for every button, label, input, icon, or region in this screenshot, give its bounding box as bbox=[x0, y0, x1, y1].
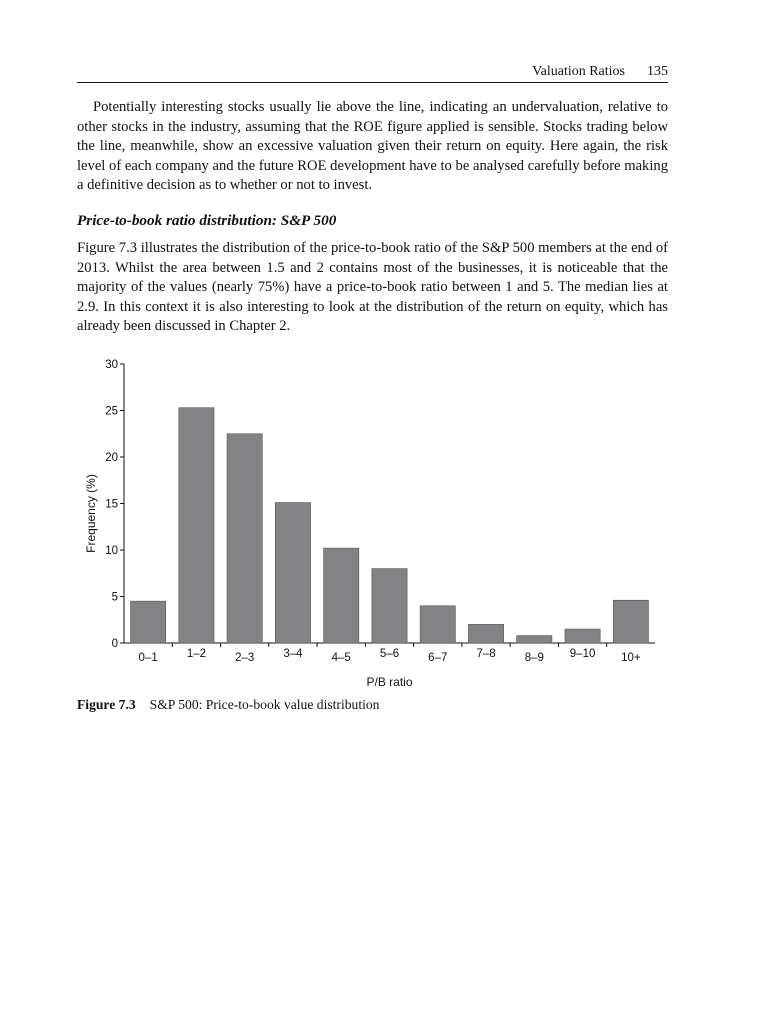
bar-3 bbox=[227, 434, 262, 643]
bar-10 bbox=[565, 629, 600, 643]
y-tick-label: 0 bbox=[111, 638, 118, 650]
x-tick-label: 2–3 bbox=[235, 652, 255, 664]
pb-ratio-bar-chart bbox=[80, 350, 670, 695]
section-heading: Price-to-book ratio distribution: S&P 500 bbox=[77, 212, 337, 229]
bar-4 bbox=[275, 503, 310, 643]
x-tick-label: 8–9 bbox=[524, 652, 544, 664]
bar-8 bbox=[468, 624, 503, 643]
page-number: 135 bbox=[647, 64, 668, 79]
x-tick-label: 1–2 bbox=[186, 648, 207, 660]
section-title: Valuation Ratios bbox=[532, 64, 625, 79]
x-tick-label: 9–10 bbox=[569, 648, 596, 660]
x-tick-label: 0–1 bbox=[138, 652, 158, 664]
y-tick-label: 25 bbox=[105, 405, 118, 418]
paragraph-2: Figure 7.3 illustrates the distribution of the price-to-book ratio of the S&P 500 members at the end of 2013. Whilst the area between 1.5 and 2 contains most of the businesses, it is noticeable that the majority of the values (nearly 75%) have a price-to-book ratio between 1 and 5. The median lies at 2.9. In this context it is also interesting to look at the distribution of the return on equity, which has already been discussed in Chapter 2. bbox=[77, 240, 668, 335]
figure-caption-text: S&P 500: Price-to-book value distribution bbox=[149, 697, 380, 712]
x-tick-label: 6–7 bbox=[428, 652, 448, 664]
bar-6 bbox=[372, 569, 407, 643]
bar-9 bbox=[517, 636, 552, 643]
running-head bbox=[77, 62, 668, 82]
y-tick-labels bbox=[105, 359, 118, 650]
bar-11 bbox=[613, 600, 648, 643]
x-tick-label: 4–5 bbox=[331, 652, 351, 664]
bar-2 bbox=[179, 408, 214, 643]
y-tick-label: 30 bbox=[105, 359, 118, 371]
y-tick-label: 10 bbox=[105, 545, 118, 557]
chart-bars bbox=[131, 408, 649, 643]
x-tick-labels bbox=[139, 648, 641, 664]
x-tick-label: 3–4 bbox=[283, 648, 303, 660]
x-axis-label: P/B ratio bbox=[366, 675, 413, 689]
figure-number: Figure 7.3 bbox=[77, 697, 136, 712]
bar-1 bbox=[131, 601, 166, 643]
x-tick-label: 5–6 bbox=[379, 648, 400, 660]
y-tick-label: 5 bbox=[111, 591, 118, 604]
figure-caption bbox=[77, 697, 379, 713]
bar-5 bbox=[324, 548, 359, 643]
y-axis-label: Frequency (%) bbox=[84, 474, 98, 553]
paragraph-1: Potentially interesting stocks usually lie above the line, indicating an undervaluation, relative to other stocks in the industry, assuming that the ROE figure applied is sensible. Stocks trading below the line, meanwhile, show an excessive valuation given their return on equity. Here again, the risk level of each company and the future ROE development have to be analysed carefully before making a definitive decision as to whether or not to invest. bbox=[77, 99, 668, 194]
header-rule bbox=[77, 82, 668, 83]
x-tick-label: 7–8 bbox=[476, 648, 496, 660]
y-tick-label: 15 bbox=[105, 498, 118, 511]
x-tick-label: 10+ bbox=[621, 652, 641, 664]
y-tick-label: 20 bbox=[105, 452, 118, 464]
bar-7 bbox=[420, 606, 455, 643]
